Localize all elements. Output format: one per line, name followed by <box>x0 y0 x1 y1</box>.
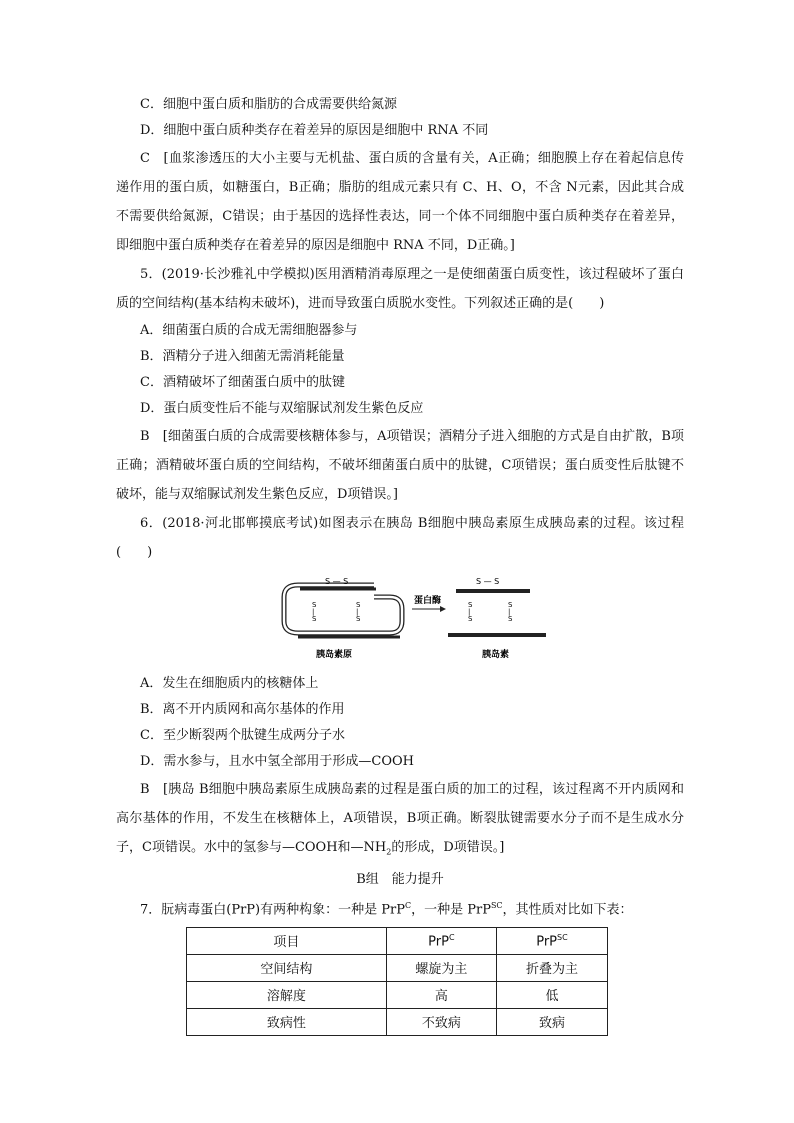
table-row <box>187 981 608 1008</box>
table-cell: 致病性 <box>187 1008 387 1035</box>
table-cell: 致病 <box>496 1008 607 1035</box>
option-c: C．至少断裂两个肽键生成两分子水 <box>140 728 345 743</box>
disulfide-bond: | <box>312 608 315 616</box>
disulfide-bond: S — S <box>325 577 349 586</box>
disulfide-bond: S <box>356 615 361 623</box>
insulin-diagram <box>116 569 684 665</box>
disulfide-bond: S — S <box>476 577 500 586</box>
proinsulin-label: 胰岛素原 <box>316 650 353 660</box>
disulfide-bond: S <box>508 601 513 609</box>
disulfide-bond: S <box>312 615 317 623</box>
content <box>116 92 684 1036</box>
disulfide-bond: S <box>356 601 361 609</box>
proinsulin-chain <box>284 585 402 637</box>
table-cell: 空间结构 <box>187 954 387 981</box>
table-header-cell: PrP$^C$ <box>386 927 496 954</box>
question-stem: 7．朊病毒蛋白(PrP)有两种构象：一种是 PrP$^C$，一种是 PrP$^{SC}$，其性质对比如下表： <box>140 900 633 917</box>
disulfide-bond: S <box>468 615 473 623</box>
proinsulin-to-insulin-figure <box>278 569 578 661</box>
option-a: A．细菌蛋白质的合成无需细胞器参与 <box>140 323 358 338</box>
disulfide-bond: | <box>468 608 471 616</box>
section-heading: B组 能力提升 <box>356 871 444 887</box>
table-cell: 不致病 <box>386 1008 496 1035</box>
enzyme-label: 蛋白酶 <box>414 596 442 606</box>
answer-explanation: C [血浆渗透压的大小主要与无机盐、蛋白质的含量有关，A正确；细胞膜上存在着起信息传递作用的蛋白质，如糖蛋白，B正确；脂肪的组成元素只有 C、H、O，不含 N元素，因此其合成不需要供给氮源，C错误；由于基因的选择性表达，同一个体不同细胞中蛋白质种类存在着差异，即细胞中蛋白质种类存在着差异的原因是细胞中 RNA 不同，D正确。] <box>116 151 684 253</box>
disulfide-bond: S <box>468 601 473 609</box>
prion-properties-table <box>186 927 608 1036</box>
option-a: A．发生在细胞质内的核糖体上 <box>140 676 319 691</box>
option-b: B．离不开内质网和高尔基体的作用 <box>140 702 345 717</box>
insulin-label: 胰岛素 <box>482 650 510 660</box>
option-c: C．细胞中蛋白质和脂肪的合成需要供给氮源 <box>140 97 397 112</box>
table-row <box>187 1008 608 1035</box>
table-cell: 螺旋为主 <box>386 954 496 981</box>
option-d: D．细胞中蛋白质种类存在着差异的原因是细胞中 RNA 不同 <box>140 123 489 138</box>
option-d: D．蛋白质变性后不能与双缩脲试剂发生紫色反应 <box>140 401 424 416</box>
table-header-row <box>187 927 608 954</box>
question-stem: 5．(2019·长沙雅礼中学模拟)医用酒精消毒原理之一是使细菌蛋白质变性，该过程破坏了蛋白质的空间结构(基本结构未破坏)，进而导致蛋白质脱水变性。下列叙述正确的是( ) <box>116 267 684 311</box>
table-cell: 低 <box>496 981 607 1008</box>
table-row <box>187 954 608 981</box>
option-c: C．酒精破坏了细菌蛋白质中的肽键 <box>140 375 345 390</box>
insulin-chains <box>448 591 546 635</box>
answer-explanation: B [细菌蛋白质的合成需要核糖体参与，A项错误；酒精分子进入细胞的方式是自由扩散，B项正确；酒精破坏蛋白质的空间结构，不破坏细菌蛋白质中的肽键，C项错误；蛋白质变性后肽键不破坏，能与双缩脲试剂发生紫色反应，D项错误。] <box>116 429 684 502</box>
disulfide-bond: S <box>508 615 513 623</box>
question-stem: 6．(2018·河北邯郸摸底考试)如图表示在胰岛 B细胞中胰岛素原生成胰岛素的过程。该过程( ) <box>116 516 684 560</box>
option-d: D．需水参与，且水中氢全部用于形成—COOH <box>140 754 415 769</box>
table-cell: 折叠为主 <box>496 954 607 981</box>
answer-explanation: B [胰岛 B细胞中胰岛素原生成胰岛素的过程是蛋白质的加工的过程，该过程离不开内质网和高尔基体的作用，不发生在核糖体上，A项错误，B项正确。断裂肽键需要水分子而不是生成水分子，C项错误。水中的氢参与—COOH和$—NH_2$的形成，D项错误。] <box>116 782 684 857</box>
disulfide-bond: | <box>356 608 359 616</box>
arrow-head <box>440 606 446 612</box>
disulfide-bond: | <box>508 608 511 616</box>
table-cell: 溶解度 <box>187 981 387 1008</box>
table-cell: 高 <box>386 981 496 1008</box>
table-header-cell: PrP$^{SC}$ <box>496 927 607 954</box>
table-header-cell: 项目 <box>187 927 387 954</box>
option-b: B．酒精分子进入细菌无需消耗能量 <box>140 349 345 364</box>
disulfide-bond: S <box>312 601 317 609</box>
